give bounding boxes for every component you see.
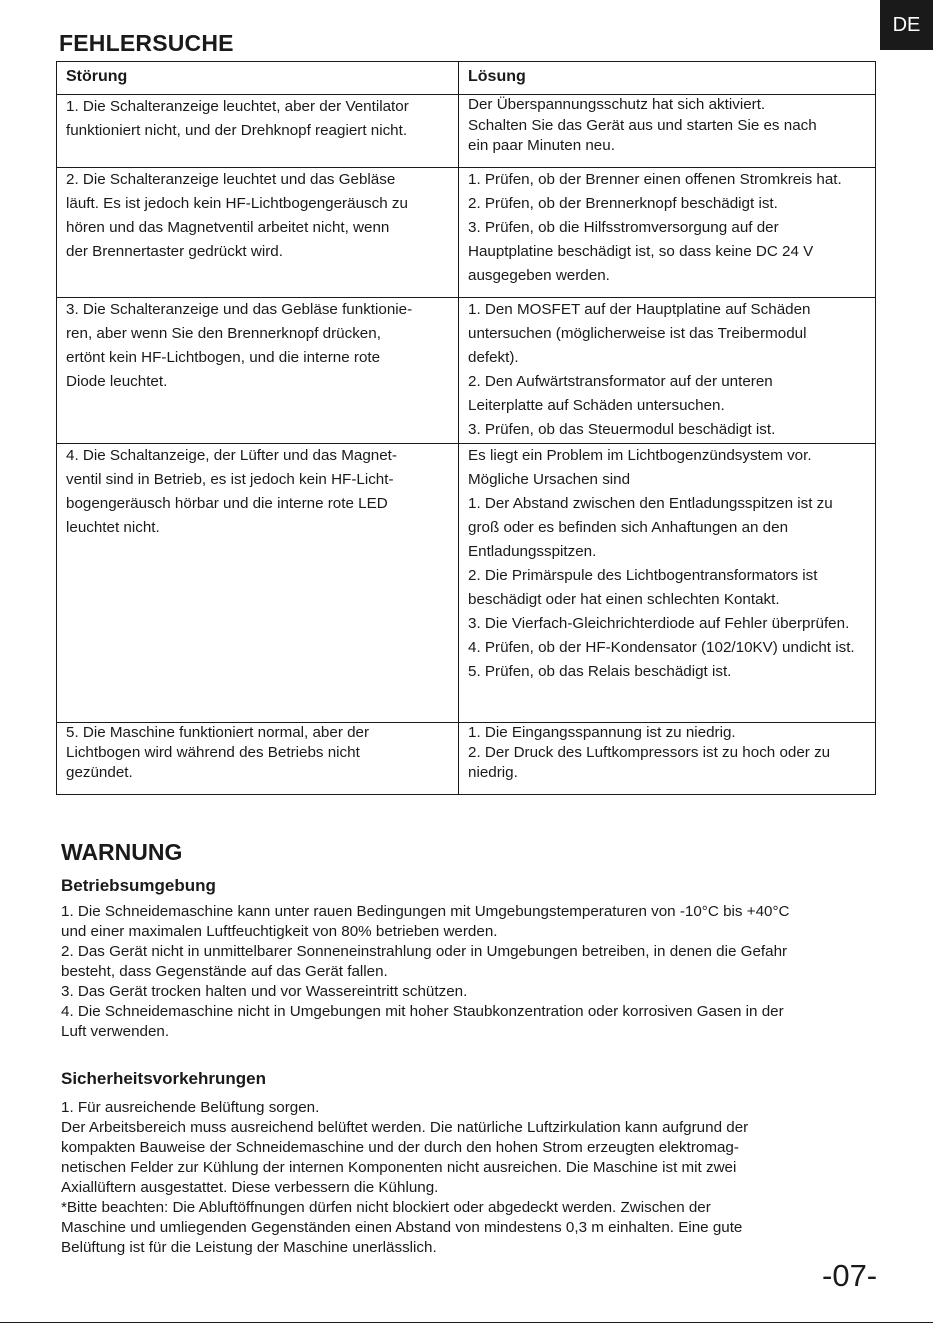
problem-text: 3. Die Schalteranzeige und das Gebläse funktionie- ren, aber wenn Sie den Brennerknopf drücken, ertönt kein HF-Lichtbogen, und die interne rote Diode leuchtet. [66, 301, 413, 390]
problem-cell [57, 444, 459, 723]
environment-item: 2. Das Gerät nicht in unmittelbarer Sonneneinstrahlung oder in Umgebungen betreiben, in denen die Gefahr besteht, dass Gegenstände auf das Gerät fallen. [61, 943, 788, 980]
environment-heading: Betriebsumgebung [61, 876, 216, 895]
page-number: -07- [822, 1258, 878, 1293]
table-header-row [57, 62, 876, 95]
safety-text [61, 1098, 881, 1258]
troubleshooting-title: FEHLERSUCHE [59, 30, 234, 56]
environment-item: 4. Die Schneidemaschine nicht in Umgebungen mit hoher Staubkonzentration oder korrosiven Gasen in der Luft verwenden. [61, 1003, 784, 1040]
solution-cell [459, 444, 876, 723]
solution-text: 1. Die Eingangsspannung ist zu niedrig. 2. Der Druck des Luftkompressors ist zu hoch oder zu niedrig. [468, 724, 831, 781]
problem-text: 4. Die Schaltanzeige, der Lüfter und das Magnet- ventil sind in Betrieb, es ist jedoch kein HF-Licht- bogengeräusch hörbar und die interne rote LED leuchtet nicht. [66, 447, 397, 536]
solution-text: 1. Den MOSFET auf der Hauptplatine auf Schäden untersuchen (möglicherweise ist das Treibermodul defekt). 2. Den Aufwärtstransformator auf der unteren Leiterplatte auf Schäden untersuchen. 3. Prüfen, ob das Steuermodul beschädigt ist. [468, 301, 811, 438]
troubleshooting-table [56, 61, 876, 795]
warning-title: WARNUNG [61, 839, 183, 865]
problem-cell [57, 298, 459, 444]
table-row [57, 168, 876, 298]
table-row [57, 95, 876, 168]
problem-text: 5. Die Maschine funktioniert normal, aber der Lichtbogen wird während des Betriebs nicht gezündet. [66, 724, 370, 781]
problem-cell [57, 723, 459, 795]
environment-text [61, 902, 881, 1042]
header-problem: Störung [57, 62, 459, 95]
table-row [57, 723, 876, 795]
safety-item: 1. Für ausreichende Belüftung sorgen. [61, 1099, 320, 1116]
bottom-divider [0, 1322, 933, 1323]
header-solution: Lösung [459, 62, 876, 95]
table-row [57, 444, 876, 723]
problem-text: 1. Die Schalteranzeige leuchtet, aber der Ventilator funktioniert nicht, und der Drehknopf reagiert nicht. [66, 98, 409, 139]
solution-text: 1. Prüfen, ob der Brenner einen offenen Stromkreis hat. 2. Prüfen, ob der Brennerknopf beschädigt ist. 3. Prüfen, ob die Hilfsstromversorgung auf der Hauptplatine beschädigt ist, so dass keine DC 24 V ausgegeben werden. [468, 171, 842, 284]
solution-text: Es liegt ein Problem im Lichtbogenzündsystem vor. Mögliche Ursachen sind 1. Der Abstand zwischen den Entladungsspitzen ist zu groß oder es befinden sich Anhaftungen an den Entladungsspitzen. 2. Die Primärspule des Lichtbogentransformators ist beschädigt oder hat einen schlechten Kontakt. 3. Die Vierfach-Gleichrichterdiode auf Fehler überprüfen. 4. Prüfen, ob der HF-Kondensator (102/10KV) undicht ist. 5. Prüfen, ob das Relais beschädigt ist. [468, 447, 855, 680]
safety-heading: Sicherheitsvorkehrungen [61, 1069, 267, 1088]
safety-item: Der Arbeitsbereich muss ausreichend belüftet werden. Die natürliche Luftzirkulation kann aufgrund der kompakten Bauweise der Schneidemaschine und der durch den hohen Strom erzeugten elektromag- netischen Felder zur Kühlung der internen Komponenten nicht ausreichen. Die Maschine ist mit zwei Axiallüftern ausgestattet. Diese verbessern die Kühlung. [61, 1119, 749, 1196]
problem-cell [57, 168, 459, 298]
solution-cell [459, 298, 876, 444]
solution-cell [459, 168, 876, 298]
solution-text: Der Überspannungsschutz hat sich aktiviert. Schalten Sie das Gerät aus und starten Sie es nach ein paar Minuten neu. [468, 96, 817, 154]
problem-cell [57, 95, 459, 168]
safety-item: *Bitte beachten: Die Abluftöffnungen dürfen nicht blockiert oder abgedeckt werden. Zwischen der Maschine und umliegenden Gegenständen einen Abstand von mindestens 0,3 m einhalten. Eine gute Belüftung ist für die Leistung der Maschine unerlässlich. [61, 1199, 743, 1256]
solution-cell [459, 723, 876, 795]
problem-text: 2. Die Schalteranzeige leuchtet und das Gebläse läuft. Es ist jedoch kein HF-Lichtbogengeräusch zu hören und das Magnetventil arbeitet nicht, wenn der Brennertaster gedrückt wird. [66, 171, 408, 260]
table-row [57, 298, 876, 444]
solution-cell [459, 95, 876, 168]
environment-item: 3. Das Gerät trocken halten und vor Wassereintritt schützen. [61, 983, 468, 1000]
language-tab: DE [880, 0, 933, 50]
environment-item: 1. Die Schneidemaschine kann unter rauen Bedingungen mit Umgebungstemperaturen von -10°C bis +40°C und einer maximalen Luftfeuchtigkeit von 80% betrieben werden. [61, 903, 790, 940]
